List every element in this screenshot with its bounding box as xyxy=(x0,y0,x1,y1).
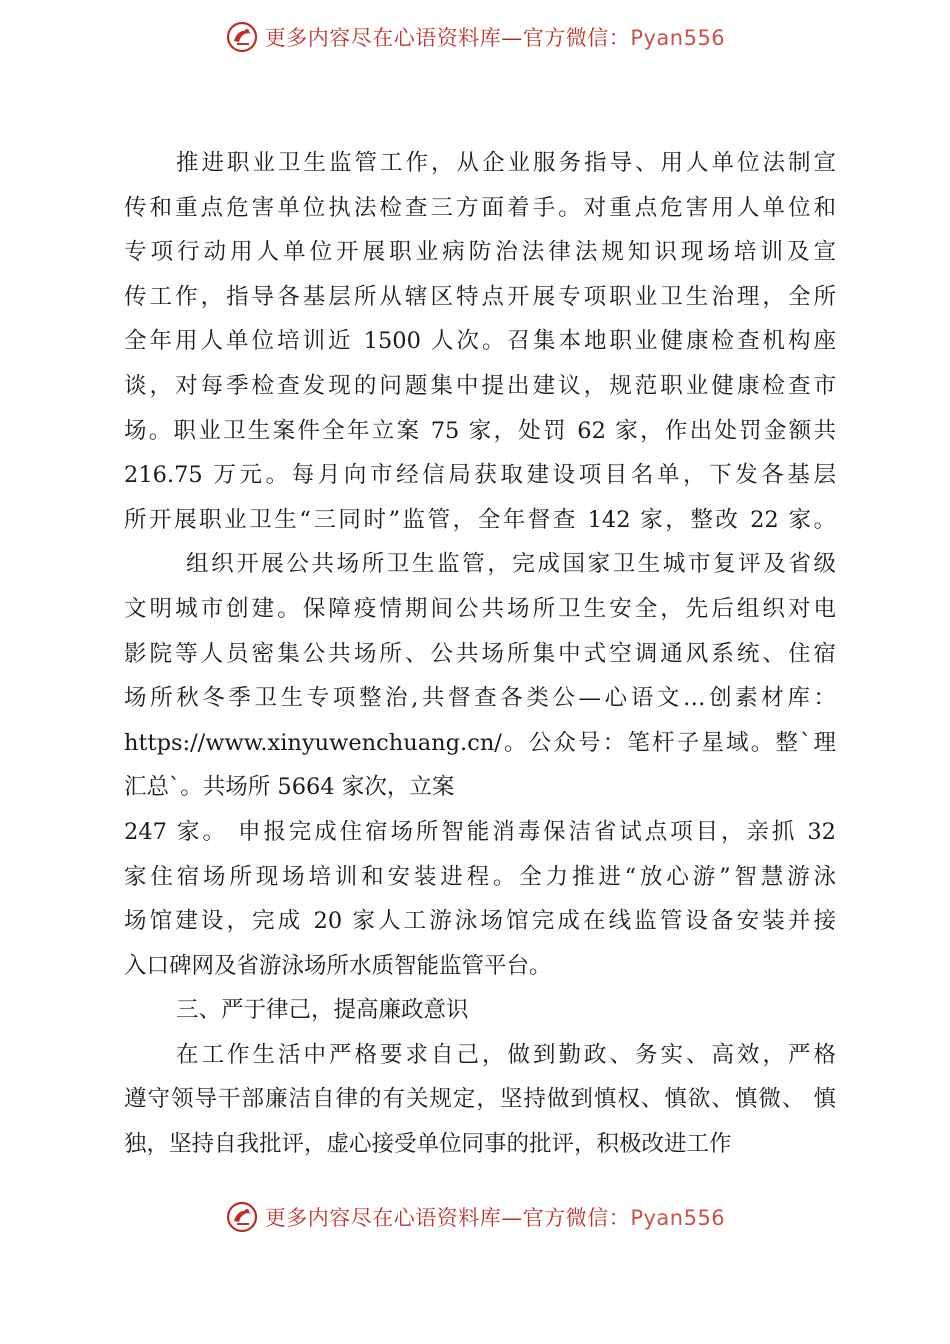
banner-wechat-id: Pyan556 xyxy=(630,1206,726,1230)
text-line: 传工作，指导各基层所从辖区特点开展专项职业卫生治理，全所 xyxy=(124,283,836,310)
banner-wechat-id: Pyan556 xyxy=(630,26,726,50)
header-watermark-banner xyxy=(0,12,950,62)
text-line: 247 家。 申报完成住宿场所智能消毒保洁省试点项目，亲抓 32 xyxy=(124,818,836,845)
text-line: 汇总`。共场所 5664 家次，立案 xyxy=(124,774,455,801)
text-line: 文明城市创建。保障疫情期间公共场所卫生安全，先后组织对电 xyxy=(124,595,836,622)
section-heading: 三、严于律己，提高廉政意识 xyxy=(176,997,469,1024)
text-line: 在工作生活中严格要求自己，做到勤政、务实、高效，严格 xyxy=(176,1041,836,1068)
banner-label: 更多内容尽在心语资料库—官方微信： xyxy=(264,26,631,50)
text-line: 全年用人单位培训近 1500 人次。召集本地职业健康检查机构座 xyxy=(124,328,836,355)
text-line: 传和重点危害单位执法检查三方面着手。对重点危害用人单位和 xyxy=(124,194,836,221)
text-line: 216.75 万元。每月向市经信局获取建设项目名单，下发各基层 xyxy=(124,462,836,489)
text-line: 独，坚持自我批评，虚心接受单位同事的批评，积极改进工作 xyxy=(124,1131,732,1158)
text-line: https://www.xinyuwenchuang.cn/。公众号：笔杆子星域。整`理 xyxy=(124,729,836,756)
text-line: 影院等人员密集公共场所、公共场所集中式空调通风系统、住宿 xyxy=(124,640,836,667)
text-line: 遵守领导干部廉洁自律的有关规定，坚持做到慎权、慎欲、慎微、 慎 xyxy=(124,1086,836,1113)
brand-logo-icon xyxy=(225,1200,259,1234)
footer-watermark-banner xyxy=(0,1192,950,1242)
text-line: 家住宿场所现场培训和安装进程。全力推进“放心游”智慧游泳 xyxy=(124,863,836,890)
text-line: 所开展职业卫生“三同时”监管，全年督查 142 家，整改 22 家。 xyxy=(124,506,836,533)
text-line: 场馆建设，完成 20 家人工游泳场馆完成在线监管设备安装并接 xyxy=(124,908,836,935)
text-line: 组织开展公共场所卫生监管，完成国家卫生城市复评及省级 xyxy=(186,551,836,578)
document-body xyxy=(124,141,836,1167)
text-line: 场。职业卫生案件全年立案 75 家，处罚 62 家，作出处罚金额共 xyxy=(124,417,836,444)
text-line: 入口碑网及省游泳场所水质智能监管平台。 xyxy=(124,952,552,979)
banner-text xyxy=(265,1202,725,1232)
text-line: 谈，对每季检查发现的问题集中提出建议，规范职业健康检查市 xyxy=(124,372,836,399)
text-line: 专项行动用人单位开展职业病防治法律法规知识现场培训及宣 xyxy=(124,239,836,266)
brand-logo-icon xyxy=(225,20,259,54)
banner-text xyxy=(265,22,725,52)
text-line: 场所秋冬季卫生专项整治,共督查各类公—心语文…创素材库： xyxy=(124,685,836,712)
banner-label: 更多内容尽在心语资料库—官方微信： xyxy=(264,1206,631,1230)
text-line: 推进职业卫生监管工作，从企业服务指导、用人单位法制宣 xyxy=(176,150,836,176)
